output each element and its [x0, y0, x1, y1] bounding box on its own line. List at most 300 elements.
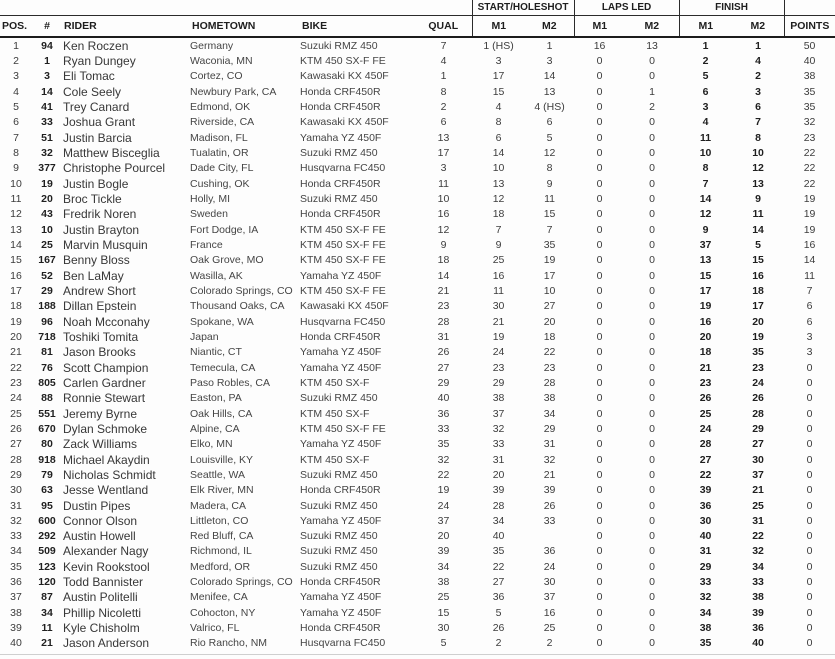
cell-qual: 39 [437, 545, 450, 558]
cell-rider: Justin Bogle [63, 176, 129, 191]
cell-start-m1: 35 [492, 545, 505, 558]
cell-finish-m2: 20 [752, 315, 764, 328]
cell-start-m1: 36 [492, 591, 505, 604]
cell-num: 805 [38, 376, 56, 389]
table-row [0, 299, 835, 314]
cell-laps-m1: 0 [596, 284, 603, 297]
cell-start-m1: 21 [492, 315, 505, 328]
cell-num: 718 [38, 330, 56, 343]
cell-num: 76 [41, 361, 53, 374]
cell-pos: 25 [10, 407, 22, 420]
cell-num: 167 [38, 254, 56, 267]
cell-laps-m1: 0 [596, 530, 603, 543]
cell-finish-m2: 11 [752, 208, 764, 221]
table-row [0, 375, 835, 390]
cell-laps-m2: 0 [649, 70, 655, 83]
cell-pos: 11 [10, 192, 22, 205]
cell-pos: 15 [10, 254, 22, 267]
cell-pos: 8 [13, 146, 19, 159]
cell-start-m2: 29 [543, 422, 556, 435]
cell-pos: 1 [13, 39, 19, 52]
cell-hometown: Tualatin, OR [190, 146, 249, 159]
cell-start-m2: 26 [543, 499, 556, 512]
table-row [0, 329, 835, 344]
cell-bike: KTM 450 SX-F FE [300, 254, 386, 267]
cell-rider: Noah Mcconahy [63, 314, 150, 329]
cell-pos: 23 [10, 376, 22, 389]
cell-hometown: Sweden [190, 208, 228, 221]
cell-bike: KTM 450 SX-F [300, 376, 370, 389]
table-row [0, 559, 835, 574]
cell-pos: 27 [10, 438, 22, 451]
cell-laps-m1: 0 [596, 576, 603, 589]
cell-pos: 7 [13, 131, 19, 144]
cell-laps-m1: 0 [596, 238, 603, 251]
cell-start-m2: 32 [543, 453, 556, 466]
cell-start-m1: 8 [495, 116, 502, 129]
cell-num: 123 [38, 560, 56, 573]
cell-hometown: Madera, CA [190, 499, 247, 512]
cell-hometown: Menifee, CA [190, 591, 248, 604]
group-header-start-holeshot: START/HOLESHOT [472, 0, 574, 16]
col-header-number: # [32, 16, 62, 38]
cell-bike: KTM 450 SX-F FE [300, 284, 386, 297]
cell-start-m2: 12 [543, 146, 556, 159]
cell-laps-m1: 0 [596, 637, 603, 650]
cell-rider: Marvin Musquin [63, 237, 148, 252]
cell-pos: 3 [13, 70, 19, 83]
cell-finish-m2: 2 [755, 70, 761, 83]
cell-hometown: Cortez, CO [190, 70, 243, 83]
cell-points: 0 [806, 560, 813, 573]
cell-finish-m1: 18 [699, 346, 712, 359]
table-row [0, 253, 835, 268]
cell-num: 96 [41, 315, 53, 328]
cell-rider: Toshiki Tomita [63, 329, 139, 344]
cell-finish-m1: 40 [699, 530, 712, 543]
cell-rider: Cole Seely [63, 84, 122, 99]
cell-bike: Husqvarna FC450 [300, 315, 386, 328]
cell-laps-m2: 0 [649, 576, 655, 589]
cell-bike: Yamaha YZ 450F [300, 131, 382, 144]
cell-laps-m1: 0 [596, 177, 603, 190]
cell-num: 88 [41, 392, 53, 405]
cell-start-m1: 28 [492, 499, 505, 512]
cell-hometown: Louisville, KY [190, 453, 254, 466]
cell-finish-m2: 7 [755, 116, 761, 129]
cell-finish-m1: 6 [702, 85, 709, 98]
cell-hometown: France [190, 238, 223, 251]
cell-rider: Ryan Dungey [63, 53, 136, 68]
cell-laps-m1: 0 [596, 208, 603, 221]
cell-finish-m2: 12 [752, 162, 764, 175]
cell-laps-m2: 0 [649, 622, 655, 635]
cell-start-m2: 36 [543, 545, 556, 558]
cell-laps-m2: 0 [649, 392, 655, 405]
col-header-bike: BIKE [300, 16, 415, 38]
cell-laps-m2: 1 [649, 85, 655, 98]
table-row [0, 437, 835, 452]
cell-finish-m2: 24 [752, 376, 764, 389]
cell-laps-m1: 0 [596, 376, 603, 389]
table-row [0, 498, 835, 513]
cell-points: 35 [803, 85, 816, 98]
cell-start-m1: 18 [492, 208, 505, 221]
cell-hometown: Elk River, MN [190, 484, 254, 497]
cell-bike: Suzuki RMZ 450 [300, 192, 378, 205]
cell-finish-m1: 33 [699, 576, 712, 589]
cell-start-m2: 23 [543, 361, 556, 374]
cell-pos: 4 [13, 85, 19, 98]
cell-qual: 13 [437, 131, 450, 144]
cell-laps-m2: 0 [649, 208, 655, 221]
cell-finish-m2: 36 [752, 622, 764, 635]
table-row [0, 483, 835, 498]
cell-laps-m2: 0 [649, 192, 655, 205]
cell-qual: 3 [440, 162, 447, 175]
cell-hometown: Red Bluff, CA [190, 530, 254, 543]
col-header-finish-m2: M2 [732, 16, 784, 38]
table-row [0, 544, 835, 559]
cell-points: 22 [803, 177, 816, 190]
cell-points: 35 [803, 100, 816, 113]
cell-hometown: Oak Grove, MO [190, 254, 264, 267]
cell-bike: Husqvarna FC450 [300, 637, 386, 650]
cell-bike: Kawasaki KX 450F [300, 116, 389, 129]
cell-start-m2: 33 [543, 514, 556, 527]
col-header-start-m2: M2 [525, 16, 574, 38]
cell-laps-m2: 0 [649, 376, 655, 389]
col-header-qual: QUAL [415, 16, 472, 38]
cell-hometown: Medford, OR [190, 560, 251, 573]
cell-rider: Austin Howell [63, 529, 136, 544]
cell-bike: Suzuki RMZ 450 [300, 146, 378, 159]
cell-start-m2: 31 [543, 438, 556, 451]
cell-finish-m2: 32 [752, 545, 764, 558]
cell-num: 29 [41, 284, 53, 297]
table-row [0, 360, 835, 375]
cell-qual: 16 [437, 208, 450, 221]
cell-start-m2: 22 [543, 346, 556, 359]
cell-num: 11 [41, 622, 53, 635]
cell-laps-m2: 0 [649, 284, 655, 297]
cell-points: 0 [806, 376, 813, 389]
table-row [0, 283, 835, 298]
cell-pos: 35 [10, 560, 22, 573]
cell-num: 94 [41, 39, 53, 52]
cell-qual: 20 [437, 530, 450, 543]
cell-qual: 11 [438, 177, 449, 190]
cell-points: 7 [806, 284, 813, 297]
cell-rider: Broc Tickle [63, 191, 122, 206]
cell-rider: Ronnie Stewart [63, 391, 146, 406]
cell-start-m2: 30 [543, 576, 556, 589]
cell-rider: Alexander Nagy [63, 544, 149, 559]
cell-start-m1: 14 [492, 146, 505, 159]
cell-laps-m2: 0 [649, 468, 655, 481]
table-row [0, 84, 835, 99]
cell-pos: 19 [10, 315, 22, 328]
cell-finish-m1: 13 [699, 254, 712, 267]
cell-start-m1: 11 [493, 284, 504, 297]
cell-finish-m1: 17 [699, 284, 712, 297]
cell-start-m2: 8 [546, 162, 553, 175]
table-row [0, 115, 835, 130]
cell-num: 32 [41, 146, 53, 159]
cell-laps-m1: 0 [596, 514, 603, 527]
cell-finish-m2: 6 [755, 100, 761, 113]
cell-num: 10 [41, 223, 53, 236]
cell-finish-m1: 22 [699, 468, 712, 481]
cell-finish-m2: 5 [755, 238, 761, 251]
cell-qual: 21 [437, 284, 450, 297]
cell-bike: KTM 450 SX-F FE [300, 54, 386, 67]
cell-bike: Yamaha YZ 450F [300, 514, 382, 527]
cell-pos: 30 [10, 484, 22, 497]
cell-finish-m1: 9 [702, 223, 709, 236]
cell-points: 19 [803, 192, 816, 205]
cell-hometown: Richmond, IL [190, 545, 252, 558]
cell-qual: 1 [440, 70, 447, 83]
cell-start-m1: 10 [492, 162, 505, 175]
cell-laps-m2: 0 [649, 545, 655, 558]
cell-pos: 34 [10, 545, 22, 558]
cell-start-m2: 17 [543, 269, 556, 282]
cell-laps-m2: 2 [649, 100, 655, 113]
cell-points: 0 [806, 468, 813, 481]
cell-start-m1: 33 [492, 438, 505, 451]
cell-laps-m2: 0 [649, 606, 655, 619]
cell-finish-m2: 21 [752, 484, 764, 497]
cell-bike: Suzuki RMZ 450 [300, 499, 378, 512]
cell-finish-m2: 1 [755, 39, 761, 52]
cell-start-m1: 37 [492, 407, 505, 420]
col-header-points: POINTS [784, 16, 835, 38]
cell-laps-m2: 0 [649, 254, 655, 267]
group-header-laps-led: LAPS LED [574, 0, 679, 16]
cell-qual: 6 [440, 116, 447, 129]
cell-points: 0 [806, 453, 813, 466]
cell-qual: 36 [437, 407, 450, 420]
cell-start-m1: 4 [495, 100, 502, 113]
table-row [0, 268, 835, 283]
cell-laps-m2: 0 [649, 407, 655, 420]
cell-bike: KTM 450 SX-F [300, 407, 370, 420]
cell-laps-m1: 0 [596, 85, 603, 98]
cell-hometown: Alpine, CA [190, 422, 240, 435]
cell-qual: 23 [437, 300, 450, 313]
cell-points: 0 [806, 576, 813, 589]
cell-pos: 18 [10, 300, 22, 313]
cell-qual: 25 [437, 591, 450, 604]
cell-pos: 32 [10, 514, 22, 527]
cell-num: 25 [41, 238, 53, 251]
cell-finish-m1: 21 [699, 361, 712, 374]
cell-laps-m1: 0 [596, 560, 603, 573]
cell-start-m1: 30 [492, 300, 505, 313]
cell-rider: Eli Tomac [63, 69, 115, 84]
cell-start-m1: 5 [495, 606, 502, 619]
cell-start-m1: 26 [492, 622, 505, 635]
cell-points: 0 [806, 514, 813, 527]
cell-finish-m1: 31 [699, 545, 712, 558]
cell-bike: Suzuki RMZ 450 [300, 560, 378, 573]
cell-finish-m2: 18 [752, 284, 764, 297]
cell-finish-m1: 29 [699, 560, 712, 573]
cell-finish-m1: 15 [699, 269, 712, 282]
cell-bike: Honda CRF450R [300, 330, 381, 343]
cell-start-m1: 29 [492, 376, 505, 389]
cell-num: 1 [44, 54, 50, 67]
cell-bike: KTM 450 SX-F [300, 453, 370, 466]
cell-pos: 31 [10, 499, 22, 512]
cell-finish-m2: 23 [752, 361, 764, 374]
cell-hometown: Japan [190, 330, 219, 343]
cell-hometown: Edmond, OK [190, 100, 251, 113]
cell-finish-m1: 8 [702, 162, 709, 175]
cell-start-m1: 16 [492, 269, 505, 282]
cell-start-m1: 24 [492, 346, 505, 359]
cell-hometown: Riverside, CA [190, 116, 255, 129]
cell-rider: Ken Roczen [63, 38, 129, 53]
cell-qual: 12 [437, 223, 450, 236]
cell-hometown: Niantic, CT [190, 346, 242, 359]
cell-finish-m2: 33 [752, 576, 764, 589]
cell-finish-m1: 16 [699, 315, 712, 328]
cell-rider: Christophe Pourcel [63, 161, 166, 176]
cell-start-m2: 4 (HS) [534, 100, 565, 113]
cell-start-m2: 34 [543, 407, 556, 420]
cell-laps-m2: 0 [649, 330, 655, 343]
cell-num: 377 [38, 162, 56, 175]
col-header-pos: POS. [0, 16, 32, 38]
cell-qual: 8 [440, 85, 447, 98]
cell-start-m2: 9 [546, 177, 553, 190]
cell-finish-m2: 19 [752, 330, 764, 343]
cell-hometown: Oak Hills, CA [190, 407, 253, 420]
cell-finish-m2: 31 [752, 514, 764, 527]
cell-start-m1: 6 [495, 131, 502, 144]
cell-laps-m1: 0 [596, 545, 603, 558]
table-row [0, 513, 835, 528]
cell-qual: 5 [440, 637, 447, 650]
table-row [0, 145, 835, 160]
cell-qual: 31 [437, 330, 450, 343]
cell-num: 87 [41, 591, 53, 604]
cell-start-m2: 37 [543, 591, 556, 604]
cell-start-m1: 23 [492, 361, 505, 374]
table-row [0, 590, 835, 605]
cell-finish-m2: 38 [752, 591, 764, 604]
cell-points: 40 [803, 54, 816, 67]
cell-hometown: Waconia, MN [190, 54, 253, 67]
cell-points: 0 [806, 438, 813, 451]
cell-qual: 15 [437, 606, 450, 619]
cell-laps-m1: 0 [596, 223, 603, 236]
cell-start-m2: 19 [543, 254, 556, 267]
cell-start-m2: 1 [546, 39, 553, 52]
cell-start-m2: 16 [543, 606, 556, 619]
cell-num: 14 [41, 85, 53, 98]
cell-finish-m1: 3 [702, 100, 709, 113]
col-header-rider: RIDER [62, 16, 190, 38]
cell-qual: 26 [437, 346, 450, 359]
cell-start-m1: 15 [492, 85, 505, 98]
cell-bike: Yamaha YZ 450F [300, 606, 382, 619]
cell-pos: 38 [10, 606, 22, 619]
cell-finish-m2: 37 [752, 468, 764, 481]
cell-laps-m2: 0 [649, 637, 655, 650]
cell-hometown: Thousand Oaks, CA [190, 300, 285, 313]
cell-bike: Suzuki RMZ 450 [300, 530, 378, 543]
cell-qual: 18 [437, 254, 450, 267]
cell-laps-m2: 0 [649, 177, 655, 190]
cell-laps-m1: 0 [596, 591, 603, 604]
cell-num: 43 [41, 208, 53, 221]
cell-laps-m1: 0 [596, 146, 603, 159]
cell-rider: Nicholas Schmidt [63, 467, 156, 482]
cell-finish-m2: 40 [752, 637, 764, 650]
cell-pos: 21 [10, 346, 22, 359]
cell-num: 95 [41, 499, 53, 512]
cell-points: 6 [806, 315, 813, 328]
cell-hometown: Valrico, FL [190, 622, 240, 635]
col-header-finish-m1: M1 [679, 16, 732, 38]
cell-points: 38 [803, 70, 816, 83]
cell-num: 20 [41, 192, 53, 205]
cell-points: 19 [803, 223, 816, 236]
cell-num: 600 [38, 514, 56, 527]
cell-points: 0 [806, 545, 813, 558]
cell-num: 670 [38, 422, 56, 435]
cell-num: 551 [38, 407, 56, 420]
cell-qual: 9 [440, 238, 447, 251]
cell-laps-m2: 0 [649, 131, 655, 144]
cell-points: 0 [806, 637, 813, 650]
cell-pos: 36 [10, 576, 22, 589]
cell-laps-m1: 0 [596, 254, 603, 267]
cell-points: 16 [803, 238, 816, 251]
table-row [0, 314, 835, 329]
cell-bike: Yamaha YZ 450F [300, 269, 382, 282]
cell-finish-m2: 30 [752, 453, 764, 466]
cell-points: 0 [806, 499, 813, 512]
table-row [0, 53, 835, 68]
cell-hometown: Rio Rancho, NM [190, 637, 268, 650]
cell-rider: Jeremy Byrne [63, 406, 138, 421]
cell-points: 22 [803, 146, 816, 159]
cell-laps-m1: 0 [596, 300, 603, 313]
cell-rider: Benny Bloss [63, 253, 130, 268]
cell-rider: Dustin Pipes [63, 498, 131, 513]
cell-finish-m1: 23 [699, 376, 712, 389]
cell-finish-m2: 22 [752, 530, 764, 543]
cell-laps-m1: 0 [596, 361, 603, 374]
cell-points: 50 [803, 39, 816, 52]
cell-finish-m1: 20 [699, 330, 712, 343]
table-row [0, 421, 835, 436]
cell-laps-m1: 0 [596, 192, 603, 205]
group-header-spacer-left [0, 0, 472, 16]
cell-points: 14 [803, 254, 816, 267]
table-row [0, 620, 835, 635]
cell-bike: KTM 450 SX-F FE [300, 422, 386, 435]
cell-pos: 5 [13, 100, 19, 113]
cell-qual: 37 [437, 514, 450, 527]
table-row [0, 406, 835, 421]
cell-laps-m1: 0 [596, 468, 603, 481]
cell-bike: Honda CRF450R [300, 208, 381, 221]
